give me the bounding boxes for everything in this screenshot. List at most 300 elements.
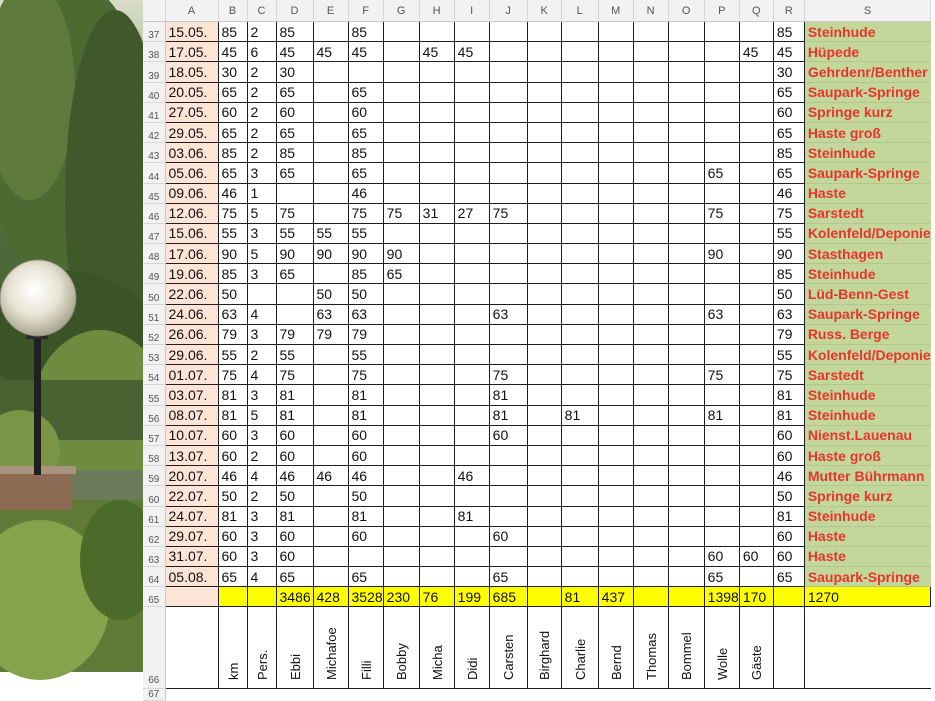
cell-b48[interactable]: 90 (218, 244, 247, 264)
cell-b61[interactable]: 81 (218, 506, 247, 526)
cell-r45[interactable]: 46 (773, 183, 804, 203)
cell-m54[interactable] (598, 365, 633, 385)
cell-a39[interactable]: 18.05. (165, 62, 218, 82)
cell-k51[interactable] (527, 304, 561, 324)
cell-a41[interactable]: 27.05. (165, 102, 218, 122)
cell-c43[interactable]: 2 (247, 143, 276, 163)
cell-e52[interactable]: 79 (313, 324, 348, 344)
cell-o62[interactable] (668, 526, 704, 546)
cell-e46[interactable] (313, 203, 348, 223)
cell-q59[interactable] (739, 466, 773, 486)
cell-e62[interactable] (313, 526, 348, 546)
column-header-j[interactable]: J (489, 0, 527, 22)
cell-q46[interactable] (739, 203, 773, 223)
cell-q64[interactable] (739, 567, 773, 587)
cell-p52[interactable] (704, 324, 739, 344)
cell-k56[interactable] (527, 405, 561, 425)
cell-p62[interactable] (704, 526, 739, 546)
cell-a42[interactable]: 29.05. (165, 122, 218, 142)
row-number[interactable]: 61 (143, 506, 165, 526)
cell-a63[interactable]: 31.07. (165, 546, 218, 566)
cell-n57[interactable] (633, 425, 668, 445)
cell-r57[interactable]: 60 (773, 425, 804, 445)
cell-a51[interactable]: 24.06. (165, 304, 218, 324)
cell-o60[interactable] (668, 486, 704, 506)
cell-p48[interactable]: 90 (704, 244, 739, 264)
cell-l54[interactable] (561, 365, 598, 385)
cell-a37[interactable]: 15.05. (165, 22, 218, 42)
cell-a57[interactable]: 10.07. (165, 425, 218, 445)
cell-e60[interactable] (313, 486, 348, 506)
cell-j44[interactable] (489, 163, 527, 183)
cell-p46[interactable]: 75 (704, 203, 739, 223)
cell-r37[interactable]: 85 (773, 22, 804, 42)
total-cell-j[interactable]: 685 (489, 587, 527, 607)
cell-m38[interactable] (598, 42, 633, 62)
total-cell-n[interactable] (633, 587, 668, 607)
cell-f37[interactable]: 85 (348, 22, 383, 42)
cell-d41[interactable]: 60 (276, 102, 313, 122)
cell-k52[interactable] (527, 324, 561, 344)
column-header-i[interactable]: I (454, 0, 489, 22)
cell-f43[interactable]: 85 (348, 143, 383, 163)
cell-g45[interactable] (383, 183, 419, 203)
cell-o54[interactable] (668, 365, 704, 385)
cell-l49[interactable] (561, 264, 598, 284)
cell-n54[interactable] (633, 365, 668, 385)
cell-h51[interactable] (419, 304, 454, 324)
cell-g41[interactable] (383, 102, 419, 122)
cell-s47[interactable]: Kolenfeld/Deponie (804, 223, 930, 243)
cell-j50[interactable] (489, 284, 527, 304)
cell-q53[interactable] (739, 345, 773, 365)
cell-e55[interactable] (313, 385, 348, 405)
cell-e50[interactable]: 50 (313, 284, 348, 304)
cell-p61[interactable] (704, 506, 739, 526)
cell-h57[interactable] (419, 425, 454, 445)
cell-c64[interactable]: 4 (247, 567, 276, 587)
cell-h55[interactable] (419, 385, 454, 405)
cell-h43[interactable] (419, 143, 454, 163)
cell-n38[interactable] (633, 42, 668, 62)
cell-m57[interactable] (598, 425, 633, 445)
cell-h61[interactable] (419, 506, 454, 526)
cell-b51[interactable]: 63 (218, 304, 247, 324)
cell-r51[interactable]: 63 (773, 304, 804, 324)
cell-k57[interactable] (527, 425, 561, 445)
cell-s56[interactable]: Steinhude (804, 405, 930, 425)
cell-i46[interactable]: 27 (454, 203, 489, 223)
cell-p59[interactable] (704, 466, 739, 486)
cell-e56[interactable] (313, 405, 348, 425)
cell-m62[interactable] (598, 526, 633, 546)
cell-j51[interactable]: 63 (489, 304, 527, 324)
cell-n40[interactable] (633, 82, 668, 102)
cell-s55[interactable]: Steinhude (804, 385, 930, 405)
cell-q57[interactable] (739, 425, 773, 445)
cell-g58[interactable] (383, 445, 419, 465)
cell-s39[interactable]: Gehrdenr/Benther (804, 62, 930, 82)
empty-cell[interactable] (598, 689, 633, 701)
cell-m44[interactable] (598, 163, 633, 183)
cell-e61[interactable] (313, 506, 348, 526)
cell-q60[interactable] (739, 486, 773, 506)
cell-d59[interactable]: 46 (276, 466, 313, 486)
cell-h60[interactable] (419, 486, 454, 506)
column-header-n[interactable]: N (633, 0, 668, 22)
row-number[interactable]: 49 (143, 264, 165, 284)
cell-l46[interactable] (561, 203, 598, 223)
label-cell-l[interactable] (561, 607, 598, 689)
cell-h45[interactable] (419, 183, 454, 203)
cell-l56[interactable]: 81 (561, 405, 598, 425)
cell-n58[interactable] (633, 445, 668, 465)
cell-r52[interactable]: 79 (773, 324, 804, 344)
cell-g44[interactable] (383, 163, 419, 183)
cell-g43[interactable] (383, 143, 419, 163)
label-cell-g[interactable] (383, 607, 419, 689)
cell-c59[interactable]: 4 (247, 466, 276, 486)
cell-o44[interactable] (668, 163, 704, 183)
cell-r54[interactable]: 75 (773, 365, 804, 385)
cell-s53[interactable]: Kolenfeld/Deponie (804, 345, 930, 365)
cell-i57[interactable] (454, 425, 489, 445)
cell-k44[interactable] (527, 163, 561, 183)
cell-s38[interactable]: Hüpede (804, 42, 930, 62)
cell-d39[interactable]: 30 (276, 62, 313, 82)
cell-i58[interactable] (454, 445, 489, 465)
total-cell-k[interactable] (527, 587, 561, 607)
empty-cell[interactable] (383, 689, 419, 701)
cell-h47[interactable] (419, 223, 454, 243)
empty-cell[interactable] (165, 689, 218, 701)
cell-k50[interactable] (527, 284, 561, 304)
cell-m55[interactable] (598, 385, 633, 405)
cell-l60[interactable] (561, 486, 598, 506)
cell-h54[interactable] (419, 365, 454, 385)
cell-a48[interactable]: 17.06. (165, 244, 218, 264)
label-cell-q[interactable] (739, 607, 773, 689)
cell-k45[interactable] (527, 183, 561, 203)
cell-b59[interactable]: 46 (218, 466, 247, 486)
cell-g40[interactable] (383, 82, 419, 102)
cell-g53[interactable] (383, 345, 419, 365)
cell-g52[interactable] (383, 324, 419, 344)
row-number[interactable]: 66 (143, 607, 165, 689)
cell-a53[interactable]: 29.06. (165, 345, 218, 365)
cell-b62[interactable]: 60 (218, 526, 247, 546)
cell-q51[interactable] (739, 304, 773, 324)
cell-o48[interactable] (668, 244, 704, 264)
cell-h50[interactable] (419, 284, 454, 304)
row-number[interactable]: 50 (143, 284, 165, 304)
total-cell-s[interactable]: 1270 (804, 587, 930, 607)
cell-i40[interactable] (454, 82, 489, 102)
cell-m58[interactable] (598, 445, 633, 465)
cell-c61[interactable]: 3 (247, 506, 276, 526)
empty-cell[interactable] (561, 689, 598, 701)
cell-f56[interactable]: 81 (348, 405, 383, 425)
cell-r60[interactable]: 50 (773, 486, 804, 506)
empty-cell[interactable] (348, 689, 383, 701)
cell-r63[interactable]: 60 (773, 546, 804, 566)
row-number[interactable]: 60 (143, 486, 165, 506)
cell-n52[interactable] (633, 324, 668, 344)
cell-n64[interactable] (633, 567, 668, 587)
cell-p47[interactable] (704, 223, 739, 243)
cell-b58[interactable]: 60 (218, 445, 247, 465)
cell-f47[interactable]: 55 (348, 223, 383, 243)
cell-l43[interactable] (561, 143, 598, 163)
label-cell-n[interactable] (633, 607, 668, 689)
cell-o38[interactable] (668, 42, 704, 62)
cell-e49[interactable] (313, 264, 348, 284)
row-number[interactable]: 47 (143, 223, 165, 243)
label-cell-d[interactable] (276, 607, 313, 689)
cell-o57[interactable] (668, 425, 704, 445)
cell-o46[interactable] (668, 203, 704, 223)
row-number[interactable]: 59 (143, 466, 165, 486)
cell-s40[interactable]: Saupark-Springe (804, 82, 930, 102)
cell-e43[interactable] (313, 143, 348, 163)
cell-m48[interactable] (598, 244, 633, 264)
cell-l58[interactable] (561, 445, 598, 465)
cell-q49[interactable] (739, 264, 773, 284)
cell-b49[interactable]: 85 (218, 264, 247, 284)
cell-a60[interactable]: 22.07. (165, 486, 218, 506)
row-number[interactable]: 40 (143, 82, 165, 102)
cell-l51[interactable] (561, 304, 598, 324)
cell-i42[interactable] (454, 122, 489, 142)
cell-g50[interactable] (383, 284, 419, 304)
label-cell-s[interactable] (804, 607, 930, 689)
cell-f59[interactable]: 46 (348, 466, 383, 486)
cell-l61[interactable] (561, 506, 598, 526)
cell-b46[interactable]: 75 (218, 203, 247, 223)
cell-e38[interactable]: 45 (313, 42, 348, 62)
cell-r58[interactable]: 60 (773, 445, 804, 465)
cell-n41[interactable] (633, 102, 668, 122)
cell-r39[interactable]: 30 (773, 62, 804, 82)
cell-a52[interactable]: 26.06. (165, 324, 218, 344)
cell-h46[interactable]: 31 (419, 203, 454, 223)
cell-p44[interactable]: 65 (704, 163, 739, 183)
total-cell-o[interactable] (668, 587, 704, 607)
cell-f49[interactable]: 85 (348, 264, 383, 284)
cell-h52[interactable] (419, 324, 454, 344)
cell-c50[interactable] (247, 284, 276, 304)
cell-m37[interactable] (598, 22, 633, 42)
cell-e37[interactable] (313, 22, 348, 42)
cell-b52[interactable]: 79 (218, 324, 247, 344)
row-number[interactable]: 55 (143, 385, 165, 405)
row-number[interactable]: 56 (143, 405, 165, 425)
cell-c63[interactable]: 3 (247, 546, 276, 566)
cell-o53[interactable] (668, 345, 704, 365)
cell-l41[interactable] (561, 102, 598, 122)
cell-m52[interactable] (598, 324, 633, 344)
cell-s44[interactable]: Saupark-Springe (804, 163, 930, 183)
cell-a49[interactable]: 19.06. (165, 264, 218, 284)
column-header-c[interactable]: C (247, 0, 276, 22)
cell-g64[interactable] (383, 567, 419, 587)
cell-o45[interactable] (668, 183, 704, 203)
row-number[interactable]: 39 (143, 62, 165, 82)
row-number[interactable]: 37 (143, 22, 165, 42)
cell-a38[interactable]: 17.05. (165, 42, 218, 62)
cell-f63[interactable] (348, 546, 383, 566)
cell-i52[interactable] (454, 324, 489, 344)
cell-h62[interactable] (419, 526, 454, 546)
total-cell-e[interactable]: 428 (313, 587, 348, 607)
cell-c54[interactable]: 4 (247, 365, 276, 385)
cell-k46[interactable] (527, 203, 561, 223)
row-number[interactable]: 62 (143, 526, 165, 546)
cell-j53[interactable] (489, 345, 527, 365)
cell-s46[interactable]: Sarstedt (804, 203, 930, 223)
cell-p64[interactable]: 65 (704, 567, 739, 587)
cell-k43[interactable] (527, 143, 561, 163)
cell-p43[interactable] (704, 143, 739, 163)
label-cell-j[interactable] (489, 607, 527, 689)
cell-d62[interactable]: 60 (276, 526, 313, 546)
cell-i64[interactable] (454, 567, 489, 587)
cell-f44[interactable]: 65 (348, 163, 383, 183)
cell-r40[interactable]: 65 (773, 82, 804, 102)
cell-m49[interactable] (598, 264, 633, 284)
cell-r49[interactable]: 85 (773, 264, 804, 284)
cell-e58[interactable] (313, 445, 348, 465)
cell-k60[interactable] (527, 486, 561, 506)
cell-j64[interactable]: 65 (489, 567, 527, 587)
cell-a43[interactable]: 03.06. (165, 143, 218, 163)
cell-i41[interactable] (454, 102, 489, 122)
cell-k39[interactable] (527, 62, 561, 82)
cell-m59[interactable] (598, 466, 633, 486)
cell-d60[interactable]: 50 (276, 486, 313, 506)
row-number[interactable]: 48 (143, 244, 165, 264)
cell-e54[interactable] (313, 365, 348, 385)
row-number[interactable]: 57 (143, 425, 165, 445)
cell-r41[interactable]: 60 (773, 102, 804, 122)
cell-s50[interactable]: Lüd-Benn-Gest (804, 284, 930, 304)
cell-e45[interactable] (313, 183, 348, 203)
cell-o42[interactable] (668, 122, 704, 142)
cell-q61[interactable] (739, 506, 773, 526)
cell-c55[interactable]: 3 (247, 385, 276, 405)
cell-a64[interactable]: 05.08. (165, 567, 218, 587)
cell-q45[interactable] (739, 183, 773, 203)
cell-s61[interactable]: Steinhude (804, 506, 930, 526)
empty-cell[interactable] (527, 689, 561, 701)
cell-h41[interactable] (419, 102, 454, 122)
cell-r47[interactable]: 55 (773, 223, 804, 243)
spreadsheet-grid[interactable] (143, 0, 935, 701)
cell-q58[interactable] (739, 445, 773, 465)
cell-c39[interactable]: 2 (247, 62, 276, 82)
column-header-a[interactable]: A (165, 0, 218, 22)
cell-d40[interactable]: 65 (276, 82, 313, 102)
cell-a56[interactable]: 08.07. (165, 405, 218, 425)
cell-c42[interactable]: 2 (247, 122, 276, 142)
label-cell-h[interactable] (419, 607, 454, 689)
cell-s54[interactable]: Sarstedt (804, 365, 930, 385)
cell-g38[interactable] (383, 42, 419, 62)
cell-i59[interactable]: 46 (454, 466, 489, 486)
cell-i60[interactable] (454, 486, 489, 506)
cell-g37[interactable] (383, 22, 419, 42)
cell-r55[interactable]: 81 (773, 385, 804, 405)
cell-b39[interactable]: 30 (218, 62, 247, 82)
cell-f58[interactable]: 60 (348, 445, 383, 465)
cell-c56[interactable]: 5 (247, 405, 276, 425)
cell-p53[interactable] (704, 345, 739, 365)
cell-o40[interactable] (668, 82, 704, 102)
cell-e51[interactable]: 63 (313, 304, 348, 324)
cell-p45[interactable] (704, 183, 739, 203)
cell-d50[interactable] (276, 284, 313, 304)
cell-r56[interactable]: 81 (773, 405, 804, 425)
cell-m45[interactable] (598, 183, 633, 203)
row-number[interactable]: 51 (143, 304, 165, 324)
cell-o39[interactable] (668, 62, 704, 82)
column-header-m[interactable]: M (598, 0, 633, 22)
cell-l62[interactable] (561, 526, 598, 546)
row-number[interactable]: 58 (143, 445, 165, 465)
cell-j37[interactable] (489, 22, 527, 42)
cell-a46[interactable]: 12.06. (165, 203, 218, 223)
cell-n46[interactable] (633, 203, 668, 223)
cell-b55[interactable]: 81 (218, 385, 247, 405)
cell-p38[interactable] (704, 42, 739, 62)
cell-n49[interactable] (633, 264, 668, 284)
cell-f51[interactable]: 63 (348, 304, 383, 324)
cell-j62[interactable]: 60 (489, 526, 527, 546)
cell-j42[interactable] (489, 122, 527, 142)
cell-f52[interactable]: 79 (348, 324, 383, 344)
cell-l63[interactable] (561, 546, 598, 566)
cell-j40[interactable] (489, 82, 527, 102)
empty-cell[interactable] (454, 689, 489, 701)
cell-e48[interactable]: 90 (313, 244, 348, 264)
cell-g49[interactable]: 65 (383, 264, 419, 284)
cell-g59[interactable] (383, 466, 419, 486)
cell-l42[interactable] (561, 122, 598, 142)
label-cell-k[interactable] (527, 607, 561, 689)
cell-a59[interactable]: 20.07. (165, 466, 218, 486)
cell-d44[interactable]: 65 (276, 163, 313, 183)
column-header-s[interactable]: S (804, 0, 930, 22)
cell-k63[interactable] (527, 546, 561, 566)
cell-b40[interactable]: 65 (218, 82, 247, 102)
cell-k54[interactable] (527, 365, 561, 385)
cell-e63[interactable] (313, 546, 348, 566)
cell-d64[interactable]: 65 (276, 567, 313, 587)
cell-l37[interactable] (561, 22, 598, 42)
cell-i54[interactable] (454, 365, 489, 385)
cell-h53[interactable] (419, 345, 454, 365)
cell-l40[interactable] (561, 82, 598, 102)
cell-f42[interactable]: 65 (348, 122, 383, 142)
column-header-f[interactable]: F (348, 0, 383, 22)
cell-g54[interactable] (383, 365, 419, 385)
cell-j47[interactable] (489, 223, 527, 243)
cell-a40[interactable]: 20.05. (165, 82, 218, 102)
row-number[interactable]: 42 (143, 122, 165, 142)
cell-f62[interactable]: 60 (348, 526, 383, 546)
cell-h56[interactable] (419, 405, 454, 425)
cell-i47[interactable] (454, 223, 489, 243)
